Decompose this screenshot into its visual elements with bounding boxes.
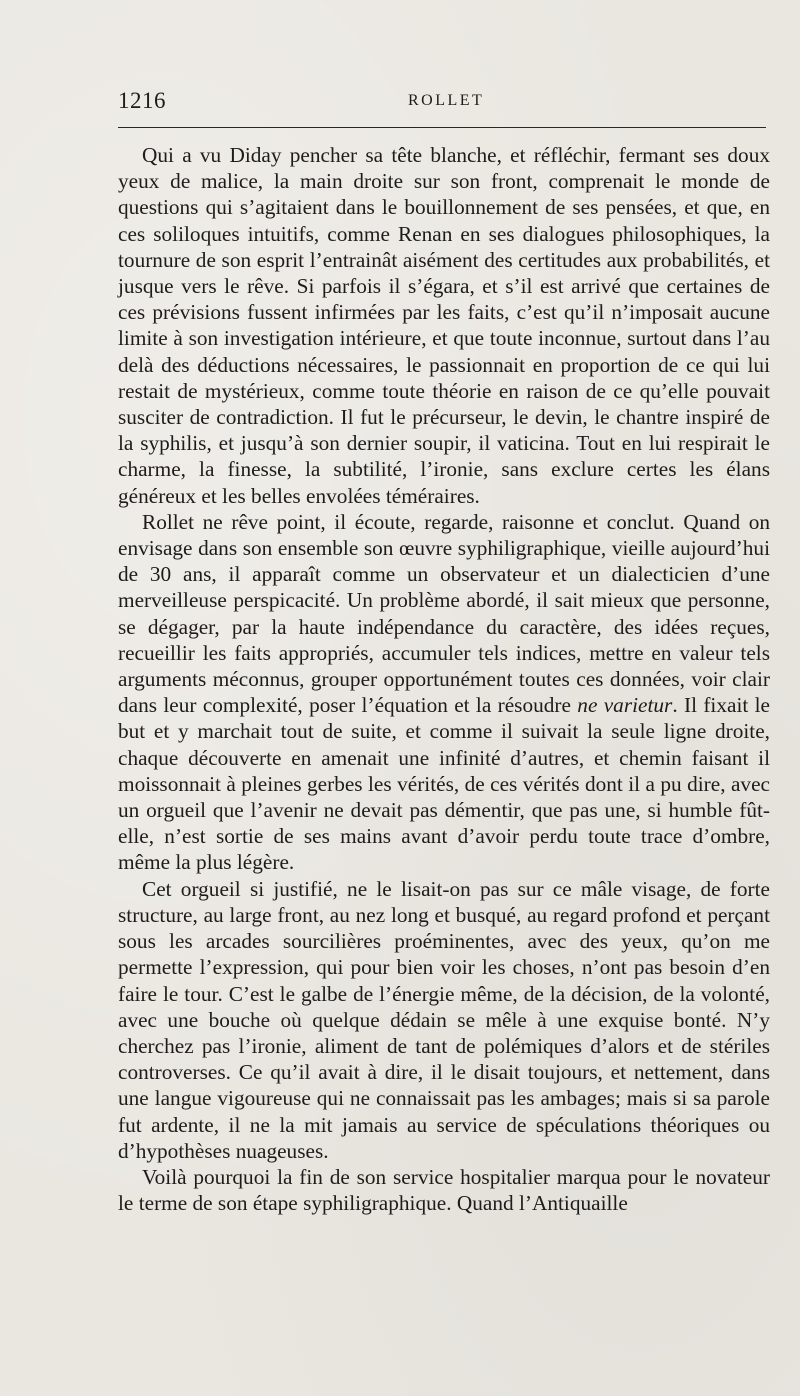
italic-phrase: ne varietur: [577, 693, 673, 718]
paragraph-4: Voilà pourquoi la fin de son service hospitalier marqua pour le novateur le terme de son étape syphiligraphique. Quand l’Antiquaille: [118, 1164, 770, 1216]
paragraph-2-part-2: . Il fixait le but et y marchait tout de suite, et comme il suivait la seule ligne droite, chaque découverte en amenait une infinité d’autres, et chemin faisant il moissonnait à pleines gerbes les vérités, de ces vérités dont il a pu dire, avec un orgueil que l’avenir ne devait pas démentir, que pas une, si humble fût-elle, n’est sortie de ses mains avant d’avoir perdu toute trace d’ombre, même la plus légère.: [118, 693, 770, 875]
body-text: [118, 142, 770, 1216]
paragraph-3: Cet orgueil si justifié, ne le lisait-on pas sur ce mâle visage, de forte structure, au large front, au nez long et busqué, au regard profond et perçant sous les arcades sourcilières proéminentes, avec des yeux, qu’on me permette l’expression, qui pour bien voir les choses, n’ont pas besoin d’en faire le tour. C’est le galbe de l’énergie même, de la décision, de la volonté, avec une bouche où quelque dédain se mêle à une exquise bonté. N’y cherchez pas l’ironie, aliment de tant de polémiques d’alors et de stériles controverses. Ce qu’il avait à dire, il le disait toujours, et nettement, dans une langue vigoureuse qui ne connaissait pas les ambages; mais si sa parole fut ardente, il ne la mit jamais au service de spéculations théoriques ou d’hypothèses nuageuses.: [118, 876, 770, 1163]
paragraph-1: Qui a vu Diday pencher sa tête blanche, et réfléchir, fermant ses doux yeux de malice, la main droite sur son front, comprenait le monde de questions qui s’agitaient dans le bouillonnement de ses pensées, et que, en ces soliloques intuitifs, comme Renan en ses dialogues philosophiques, la tournure de son esprit l’entrainât aisément des certitudes aux probabilités, et jusque vers le rêve. Si parfois il s’égara, et s’il est arrivé que certaines de ces prévisions fussent infirmées par les faits, c’est qu’il n’imposait aucune limite à son investigation intérieure, et que toute inconnue, surtout dans l’au delà des déductions nécessaires, le passionnait en proportion de ce qui lui restait de mystérieux, comme toute théorie en raison de ce qu’elle pouvait susciter de contradiction. Il fut le précurseur, le devin, le chantre inspiré de la syphilis, et jusqu’à son dernier soupir, il vaticina. Tout en lui respirait le charme, la finesse, la subtilité, l’ironie, sans exclure certes les élans généreux et les belles envolées téméraires.: [118, 143, 770, 508]
paragraph-2-part-1: Rollet ne rêve point, il écoute, regarde, raisonne et conclut. Quand on envisage dans son ensemble son œuvre syphiligraphique, vieille aujourd’hui de 30 ans, il apparaît comme un observateur et un dialecticien d’une merveilleuse perspicacité. Un problème abordé, il sait mieux que personne, se dégager, par la haute indépendance du caractère, des idées reçues, recueillir les faits appropriés, accumuler tels indices, mettre en valeur tels arguments méconnus, grouper opportunément toutes ces données, voir clair dans leur complexité, poser l’équation et la résoudre: [118, 509, 770, 718]
paragraph-2: [118, 509, 770, 876]
page-number: 1216: [118, 88, 166, 113]
page-header: [118, 88, 768, 124]
running-head: ROLLET: [408, 92, 485, 109]
header-rule: [118, 127, 766, 128]
